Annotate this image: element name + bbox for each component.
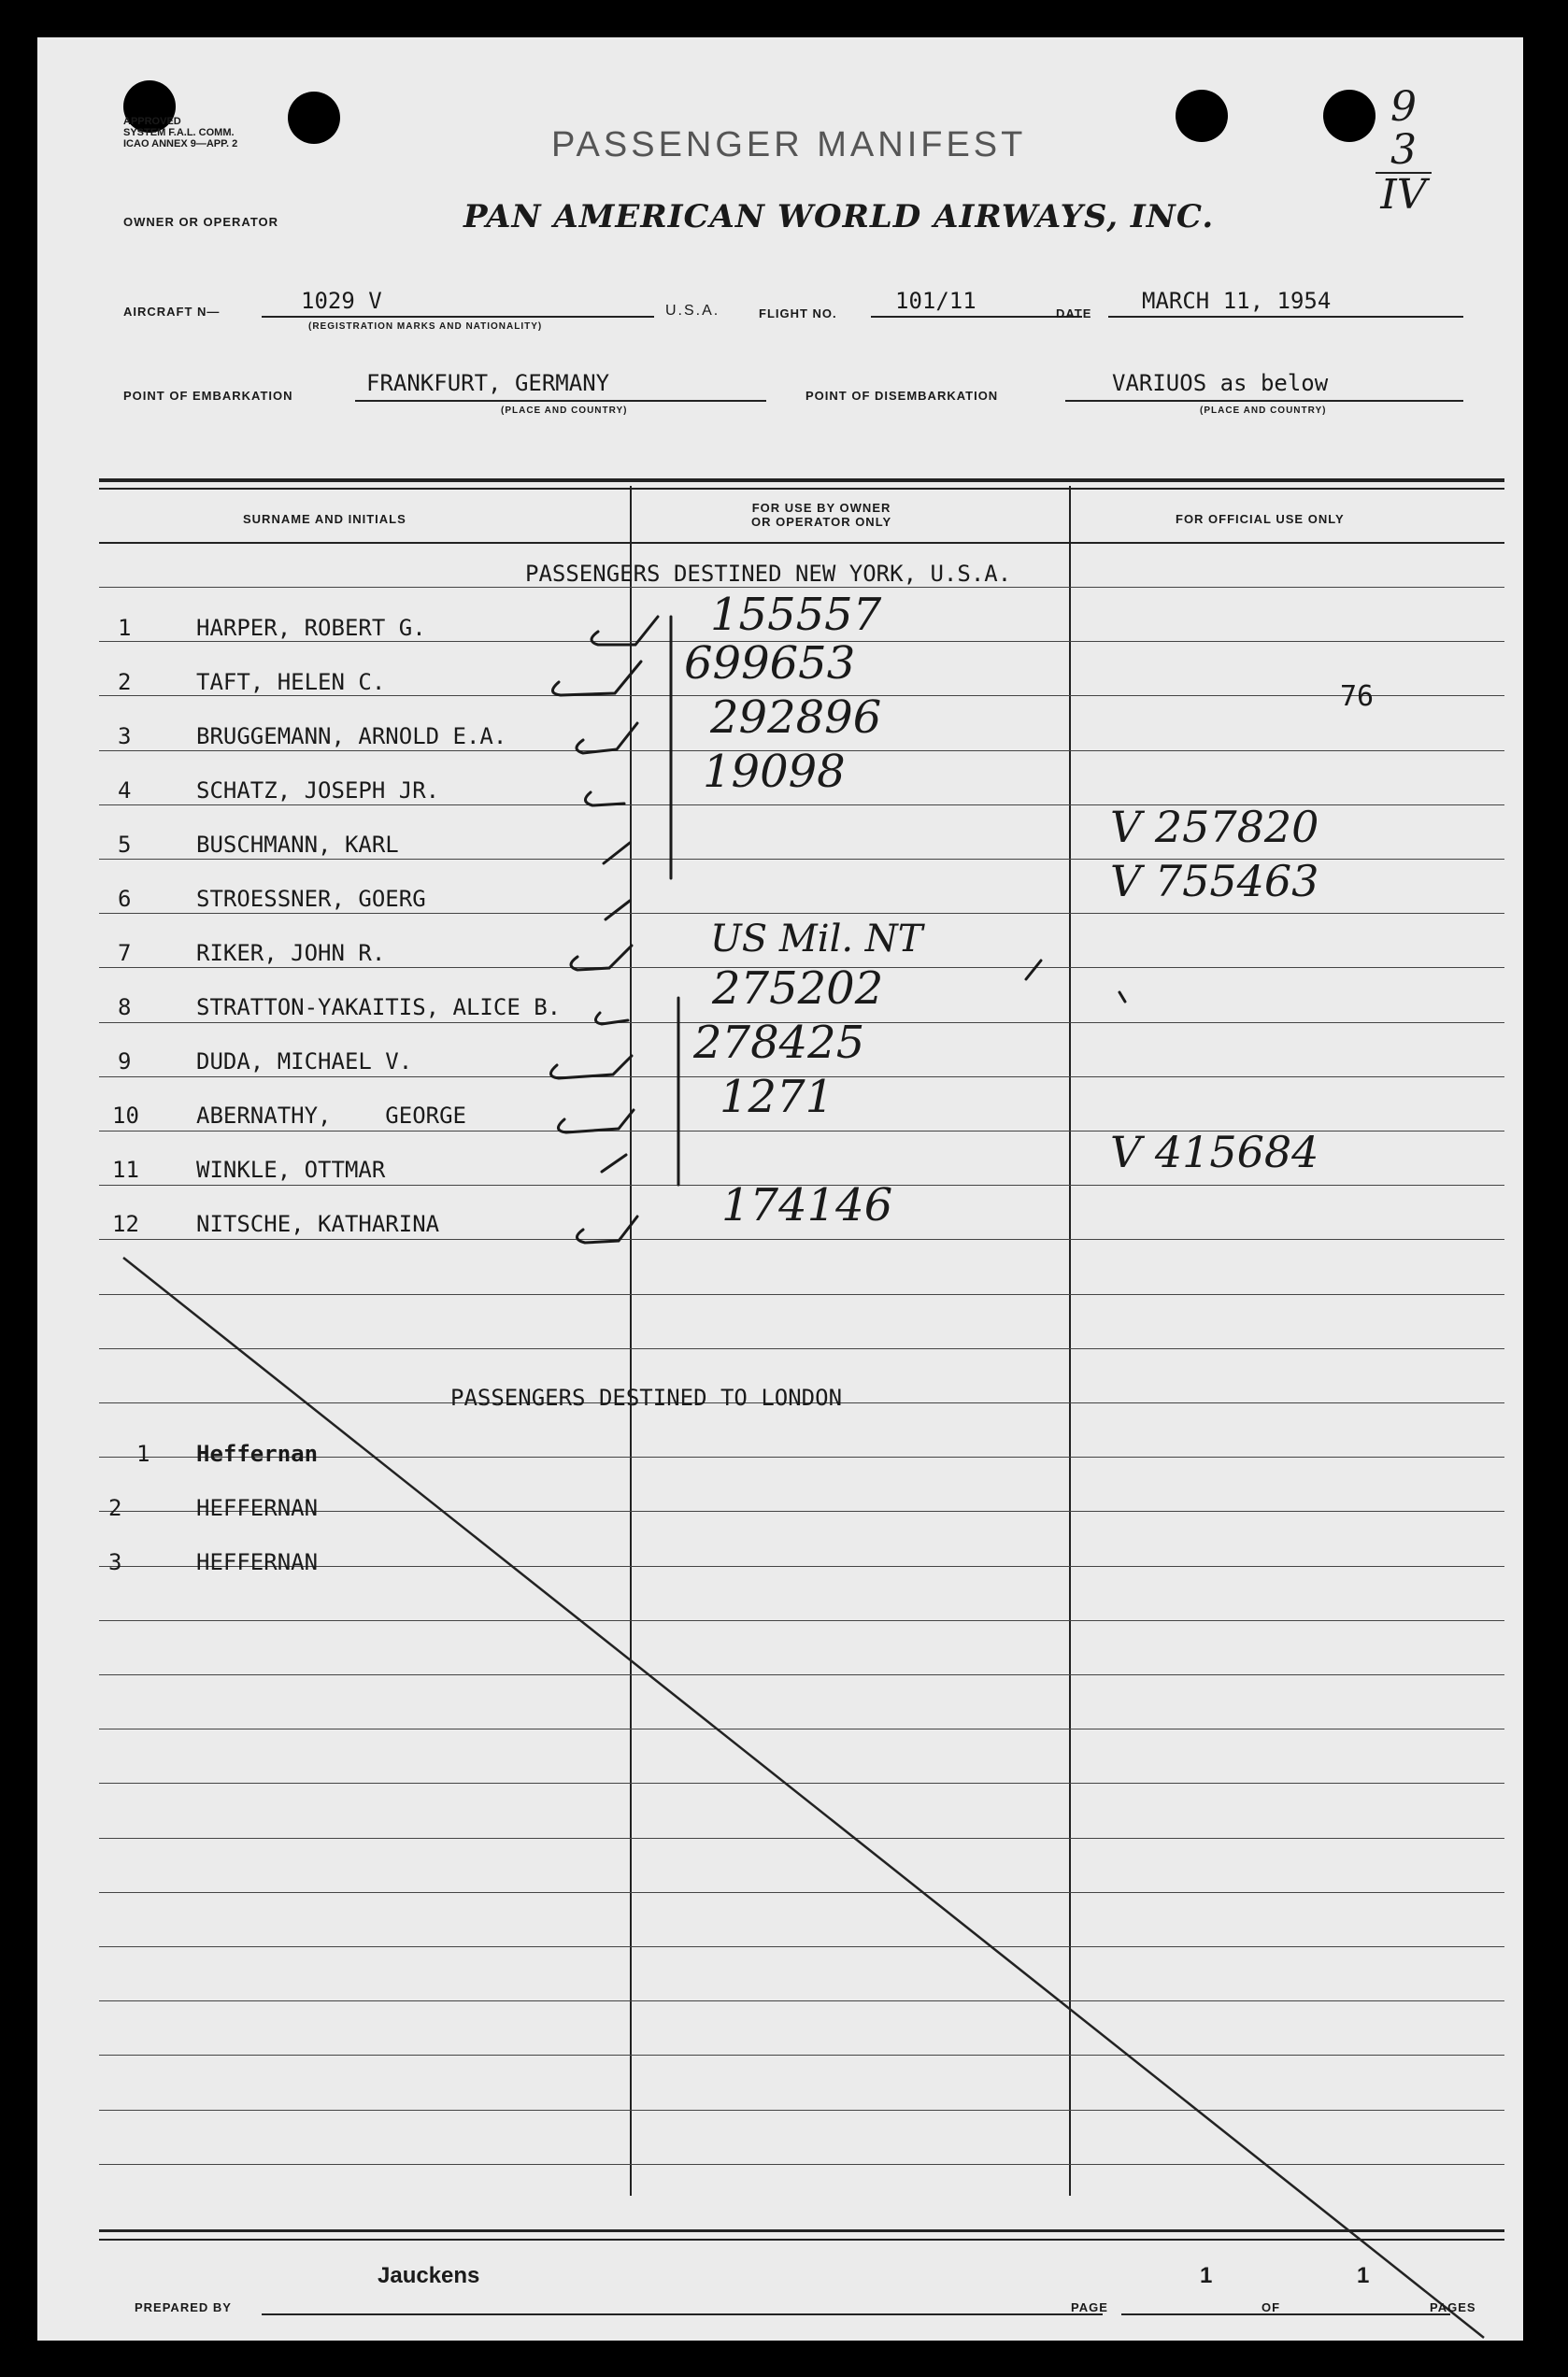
approval-note-line: SYSTEM F.A.L. COMM.	[123, 127, 235, 138]
passenger-name: BUSCHMANN, KARL	[196, 832, 399, 858]
passenger-name: BRUGGEMANN, ARNOLD E.A.	[196, 723, 507, 749]
passenger-name: HEFFERNAN	[196, 1495, 319, 1521]
operator-note: 174146	[721, 1179, 893, 1231]
passenger-number: 8	[118, 994, 132, 1020]
passenger-number: 1	[118, 615, 132, 641]
passenger-number: 3	[118, 723, 132, 749]
passenger-number: 3	[108, 1549, 122, 1575]
of-value: 1	[1357, 2263, 1370, 2288]
passenger-name: Heffernan	[196, 1441, 319, 1467]
operator-note: 275202	[712, 962, 884, 1015]
owner-label: OWNER OR OPERATOR	[123, 215, 279, 229]
cancellation-diagonal	[123, 1258, 1484, 2338]
passenger-name: STRATTON-YAKAITIS, ALICE B.	[196, 994, 562, 1020]
prepared-by-label: PREPARED BY	[135, 2300, 232, 2314]
column-official-header: FOR OFFICIAL USE ONLY	[1176, 512, 1345, 526]
aircraft-country: U.S.A.	[665, 303, 720, 319]
disembarkation-value: VARIUOS as below	[1112, 370, 1329, 396]
section-ny-heading: PASSENGERS DESTINED NEW YORK, U.S.A.	[525, 561, 1012, 587]
column-operator-line: OR OPERATOR ONLY	[751, 515, 892, 529]
checkmark-strokes	[37, 37, 1523, 2341]
embarkation-sub-label: (PLACE AND COUNTRY)	[501, 406, 628, 416]
passenger-name: DUDA, MICHAEL V.	[196, 1048, 413, 1075]
official-note: V 755463	[1110, 856, 1319, 906]
form-title: PASSENGER MANIFEST	[551, 125, 1027, 164]
checkmark-icon	[577, 1217, 637, 1243]
passenger-number: 5	[118, 832, 132, 858]
checkmark-icon	[558, 1110, 634, 1132]
corner-mark-bottom: IV	[1380, 171, 1427, 219]
passenger-number: 12	[112, 1211, 139, 1237]
corner-mark-top: 9	[1390, 83, 1417, 131]
official-note: V 257820	[1110, 802, 1319, 852]
checkmark-icon	[604, 843, 630, 863]
passenger-name: SCHATZ, JOSEPH JR.	[196, 777, 440, 804]
approval-note-line: ICAO ANNEX 9—APP. 2	[123, 138, 238, 149]
column-operator-line: FOR USE BY OWNER	[751, 501, 891, 515]
section-london-heading: PASSENGERS DESTINED TO LONDON	[450, 1385, 843, 1411]
passenger-name: STROESSNER, GOERG	[196, 886, 426, 912]
passenger-number: 10	[112, 1103, 139, 1129]
date-value: MARCH 11, 1954	[1142, 288, 1332, 314]
passenger-number: 6	[118, 886, 132, 912]
disembarkation-label: POINT OF DISEMBARKATION	[805, 389, 999, 403]
disembarkation-sub-label: (PLACE AND COUNTRY)	[1200, 406, 1327, 416]
aircraft-sub-label: (REGISTRATION MARKS AND NATIONALITY)	[308, 321, 543, 332]
passenger-name: TAFT, HELEN C.	[196, 669, 386, 695]
prepared-by-value: Jauckens	[378, 2263, 480, 2288]
corner-mark-middle: 3	[1376, 129, 1432, 174]
passenger-number: 2	[118, 669, 132, 695]
checkmark-icon	[585, 792, 624, 805]
official-note: V 415684	[1110, 1127, 1319, 1177]
passenger-number: 11	[112, 1157, 139, 1183]
column-name-header: SURNAME AND INITIALS	[243, 512, 406, 526]
passenger-number: 7	[118, 940, 132, 966]
operator-note: 19098	[703, 746, 846, 798]
checkmark-icon	[571, 946, 632, 970]
operator-note: 699653	[684, 637, 856, 690]
passenger-number: 9	[118, 1048, 132, 1075]
operator-note: US Mil. NT	[710, 918, 923, 961]
checkmark-icon	[552, 662, 641, 695]
checkmark-icon	[602, 1155, 626, 1172]
official-margin-note: 76	[1340, 680, 1375, 713]
manifest-sheet	[37, 37, 1523, 2341]
passenger-number: 2	[108, 1495, 122, 1521]
passenger-name: HARPER, ROBERT G.	[196, 615, 426, 641]
operator-note: 278425	[693, 1017, 865, 1069]
checkmark-icon	[550, 1056, 632, 1078]
operator-name: PAN AMERICAN WORLD AIRWAYS, INC.	[463, 198, 1215, 235]
embarkation-value: FRANKFURT, GERMANY	[366, 370, 610, 396]
pages-label: PAGES	[1430, 2300, 1476, 2314]
operator-note: 1271	[720, 1071, 834, 1123]
checkmark-icon	[606, 901, 630, 919]
checkmark-icon	[592, 617, 658, 645]
passenger-name: RIKER, JOHN R.	[196, 940, 386, 966]
passenger-number: 1	[136, 1441, 150, 1467]
aircraft-value: 1029 V	[301, 288, 382, 314]
passenger-name: HEFFERNAN	[196, 1549, 319, 1575]
flight-label: FLIGHT NO.	[759, 306, 837, 320]
passenger-number: 4	[118, 777, 132, 804]
passenger-name: WINKLE, OTTMAR	[196, 1157, 386, 1183]
embarkation-label: POINT OF EMBARKATION	[123, 389, 293, 403]
date-label: DATE	[1056, 306, 1092, 320]
approval-note-line: APPROVED	[123, 116, 181, 127]
checkmark-icon	[577, 723, 637, 753]
of-label: OF	[1262, 2300, 1281, 2314]
flight-value: 101/11	[895, 288, 976, 314]
checkmark-icon	[595, 1013, 628, 1024]
operator-note: 155557	[710, 589, 882, 641]
page-label: PAGE	[1071, 2300, 1108, 2314]
passenger-name: NITSCHE, KATHARINA	[196, 1211, 440, 1237]
passenger-name: ABERNATHY, GEORGE	[196, 1103, 466, 1129]
page-value: 1	[1200, 2263, 1213, 2288]
operator-note: 292896	[710, 691, 882, 744]
aircraft-label: AIRCRAFT N—	[123, 305, 221, 319]
